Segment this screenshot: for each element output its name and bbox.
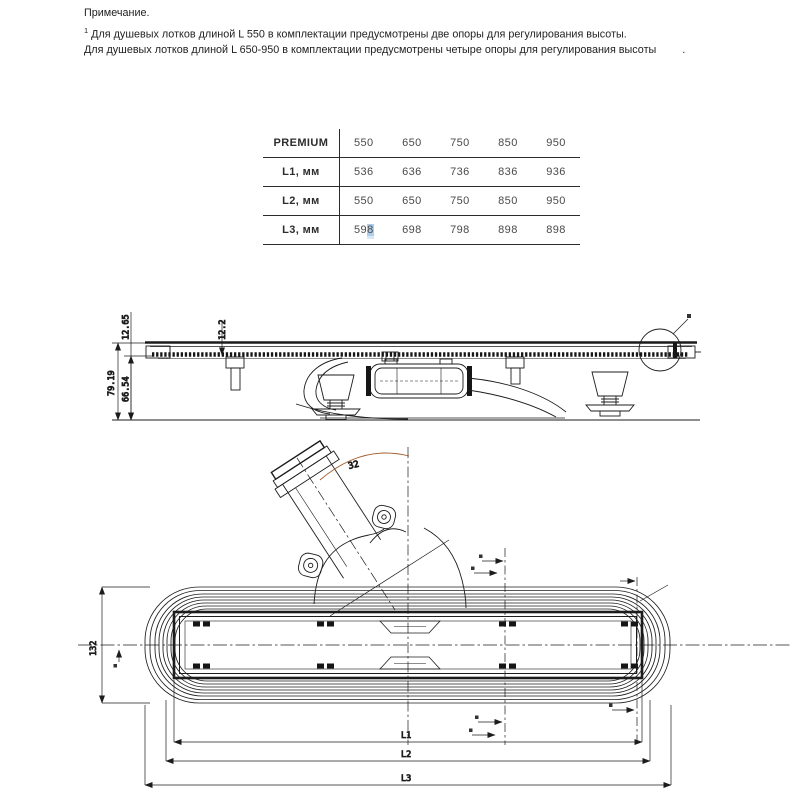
adjustable-foot-right (586, 372, 634, 416)
detail-callout-marker (687, 314, 691, 318)
dim-label-l1: L1 (401, 731, 412, 741)
table-cell: 536 (354, 166, 374, 178)
plan-view-drawing (78, 577, 792, 785)
table-cell: 950 (546, 137, 566, 149)
footnote-line-2: Для душевых лотков длиной L 650-950 в комплектации предусмотрены четыре опоры для регулирования высоты . (84, 43, 686, 56)
dim-width-132: 132 (89, 640, 99, 656)
dim-inner-depth: 12.2 (218, 319, 228, 340)
footnote-line-1: $^1$ Для душевых лотков длиной L 550 в комплектации предусмотрены две опоры для регулирования высоты. (84, 25, 627, 41)
table-cell: 750 (450, 195, 470, 207)
table-cell: 550 (354, 195, 374, 207)
side-view-dimensions (112, 312, 152, 420)
table-cell: 698 (402, 224, 422, 236)
table-cell: 736 (450, 166, 470, 178)
table-cell: 650 (402, 137, 422, 149)
table-cell: 950 (546, 195, 566, 207)
table-cell: 798 (450, 224, 470, 236)
table-cell: 650 (402, 195, 422, 207)
row-label: L2, мм (263, 187, 340, 215)
adjustable-foot-left (312, 375, 360, 420)
table-cell: 850 (498, 137, 518, 149)
table-cell: 636 (402, 166, 422, 178)
table-cell: 550 (354, 137, 374, 149)
dim-label-l3: L3 (401, 774, 412, 784)
row-label: L3, мм (263, 216, 340, 244)
mini-dimension-callouts-top (471, 555, 503, 574)
table-cell: 936 (546, 166, 566, 178)
table-cell: 750 (450, 137, 470, 149)
table-cell: 598 (354, 224, 374, 236)
mini-dimension-callouts-right (469, 581, 635, 735)
side-view-drawing (107, 312, 701, 420)
dim-body-height: 66.54 (121, 376, 132, 402)
row-label: L1, мм (263, 158, 340, 186)
note-title: Примечание. (84, 7, 150, 19)
table-cell: 898 (546, 224, 566, 236)
dim-label-l2: L2 (401, 750, 412, 760)
highlighted-digit: 8 (367, 224, 374, 236)
row-label: PREMIUM (263, 129, 340, 157)
footnote-marker: 1 (84, 25, 89, 35)
table-cell: 898 (498, 224, 518, 236)
screw-lug-right (371, 504, 398, 531)
screw-lug-left (297, 551, 325, 579)
table-cell: 850 (498, 195, 518, 207)
angle-label: 32 (347, 459, 361, 472)
support-block-right (506, 357, 524, 384)
radius-leader (640, 585, 668, 601)
dim-rim-height: 12.65 (121, 314, 132, 340)
angled-siphon-drawing (266, 438, 505, 745)
dim-total-height: 79.19 (107, 370, 117, 396)
support-block-left (226, 357, 244, 390)
table-cell: 836 (498, 166, 518, 178)
